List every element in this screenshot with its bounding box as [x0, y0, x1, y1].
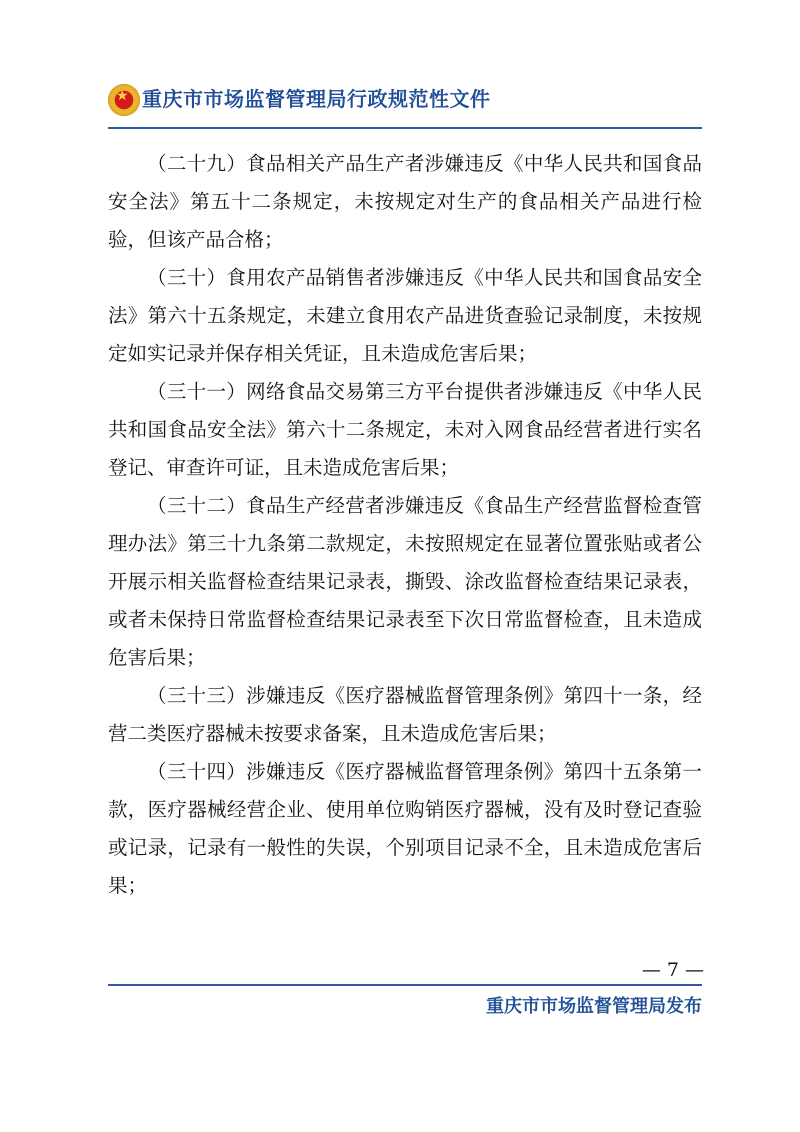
- paragraph-34: （三十四）涉嫌违反《医疗器械监督管理条例》第四十五条第一款，医疗器械经营企业、使用单位购销医疗器械，没有及时登记查验或记录，记录有一般性的失误，个别项目记录不全，且未造成危害后果；: [108, 760, 702, 897]
- header-divider: [108, 127, 702, 129]
- paragraph-32: （三十二）食品生产经营者涉嫌违反《食品生产经营监督检查管理办法》第三十九条第二款规定，未按照规定在显著位置张贴或者公开展示相关监督检查结果记录表，撕毁、涂改监督检查结果记录表，或者未保持日常监督检查结果记录表至下次日常监督检查，且未造成危害后果；: [108, 494, 702, 669]
- paragraph-30: （三十）食用农产品销售者涉嫌违反《中华人民共和国食品安全法》第六十五条规定，未建立食用农产品进货查验记录制度，未按规定如实记录并保存相关凭证，且未造成危害后果；: [108, 266, 702, 365]
- document-header: [108, 84, 702, 130]
- header-title: 重庆市市场监督管理局行政规范性文件: [142, 87, 491, 111]
- paragraph-29: （二十九）食品相关产品生产者涉嫌违反《中华人民共和国食品安全法》第五十二条规定，未按规定对生产的食品相关产品进行检验，但该产品合格；: [108, 152, 702, 251]
- footer-publisher: 重庆市市场监督管理局发布: [486, 996, 702, 1017]
- paragraph-31: （三十一）网络食品交易第三方平台提供者涉嫌违反《中华人民共和国食品安全法》第六十二条规定，未对入网食品经营者进行实名登记、审查许可证，且未造成危害后果；: [108, 380, 702, 479]
- paragraph-33: （三十三）涉嫌违反《医疗器械监督管理条例》第四十一条，经营二类医疗器械未按要求备案，且未造成危害后果；: [108, 684, 702, 745]
- star-icon: ★: [116, 88, 129, 104]
- footer-divider: [108, 984, 702, 986]
- national-emblem-icon: [108, 84, 140, 116]
- document-body: [108, 145, 702, 905]
- page-number: — 7 —: [641, 959, 704, 981]
